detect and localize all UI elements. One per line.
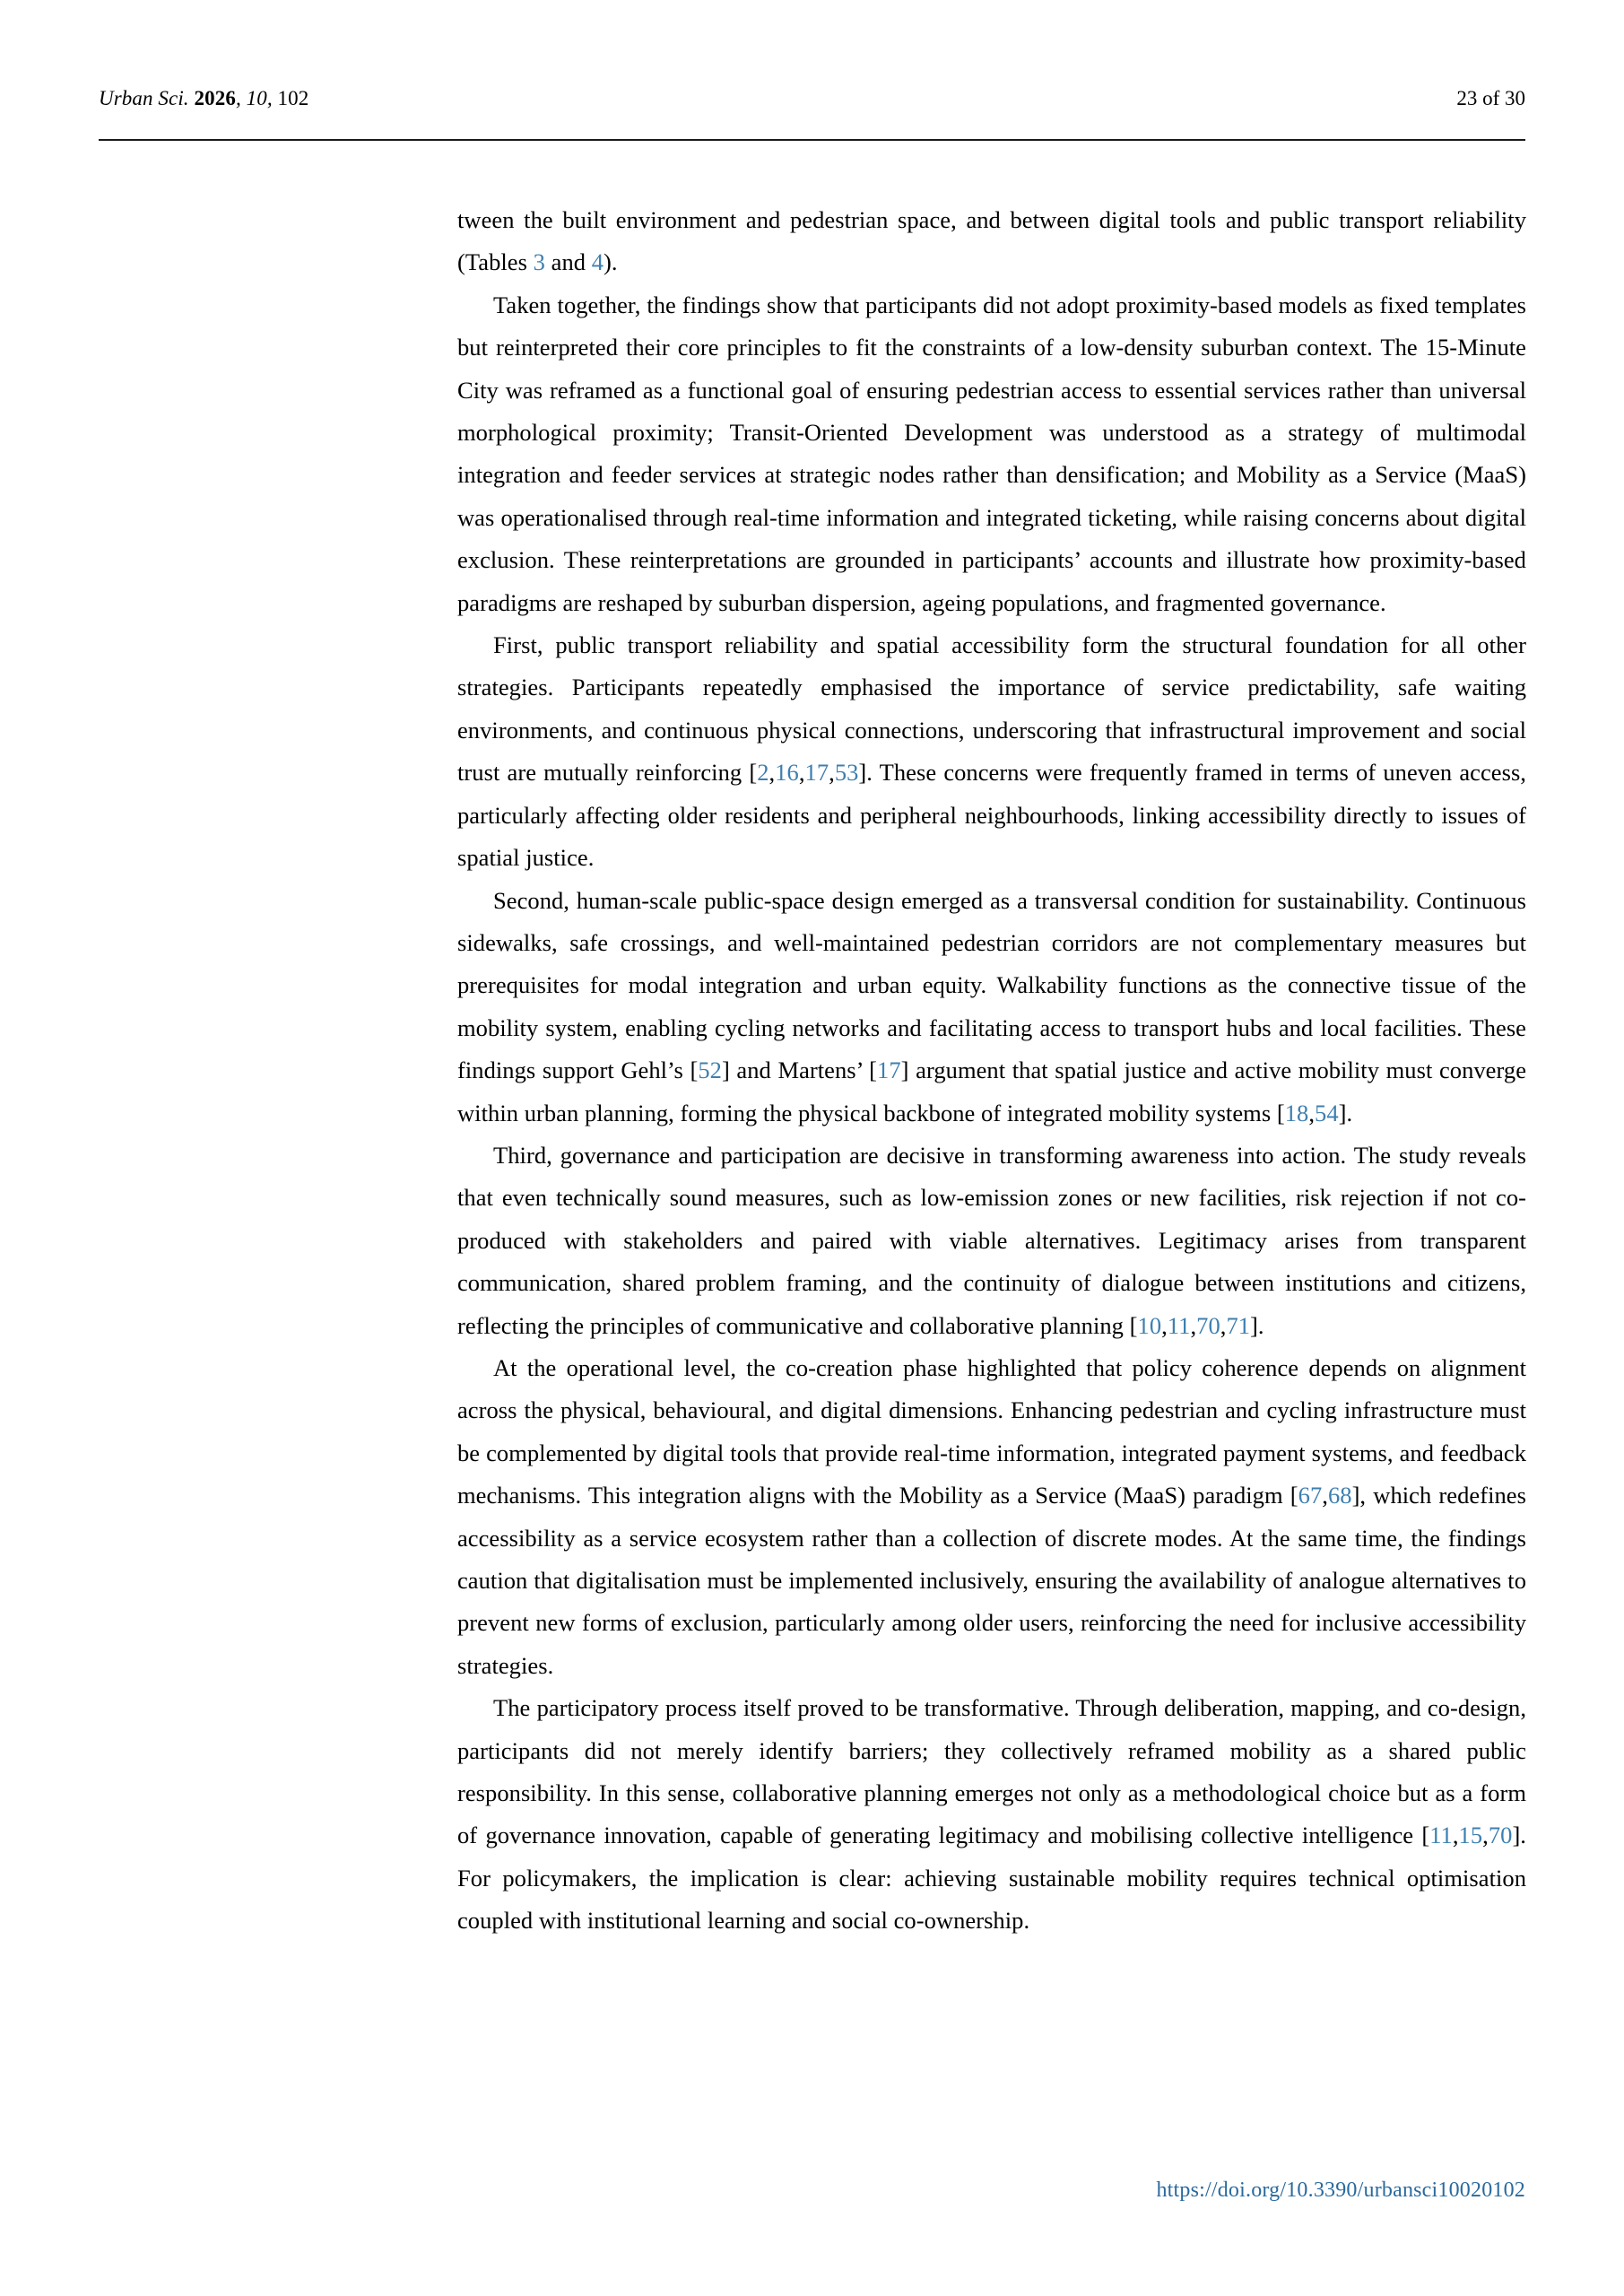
article-number: 102 <box>277 87 309 109</box>
reference-link[interactable]: 54 <box>1315 1099 1339 1126</box>
body-paragraph: The participatory process itself proved to be transformative. Through deliberation, mapping, and co-design, participants did not merely identify barriers; they collectively reframed mobility as a shared public responsibility. In this sense, collaborative planning emerges not only as a methodological choice but as a form of governance innovation, capable of generating legitimacy and mobilising collective intelligence [11,15,70]. For policymakers, the implication is clear: achieving sustainable mobility requires technical optimisation coupled with institutional learning and social co-ownership. <box>457 1694 1526 1935</box>
reference-link[interactable]: 3 <box>533 248 545 276</box>
reference-link[interactable]: 70 <box>1488 1822 1513 1849</box>
reference-link[interactable]: 53 <box>834 759 859 787</box>
publication-year: 2026 <box>194 87 236 109</box>
body-paragraph: Third, governance and participation are decisive in transforming awareness into action. The study reveals that even technically sound measures, such as low-emission zones or new facilities, risk rejection if not co-produced with stakeholders and paired with viable alternatives. Legitimacy arises from transparent communication, shared problem framing, and the continuity of dialogue between institutions and citizens, reflecting the principles of communicative and collaborative planning [10,11,70,71]. <box>457 1141 1526 1339</box>
reference-link[interactable]: 15 <box>1458 1822 1483 1849</box>
reference-link[interactable]: 68 <box>1327 1482 1352 1509</box>
reference-link[interactable]: 16 <box>775 759 799 787</box>
reference-link[interactable]: 52 <box>698 1057 722 1084</box>
journal-name: Urban Sci. <box>99 87 189 109</box>
body-paragraph: Taken together, the findings show that participants did not adopt proximity-based models as fixed templates but reinterpreted their core principles to fit the constraints of a low-density suburban context. The 15-Minute City was reframed as a functional goal of ensuring pedestrian access to essential services rather than universal morphological proximity; Transit-Oriented Development was understood as a strategy of multimodal integration and feeder services at strategic nodes rather than densification; and Mobility as a Service (MaaS) was operationalised through real-time information and integrated ticketing, while raising concerns about digital exclusion. These reinterpretations are grounded in participants’ accounts and illustrate how proximity-based paradigms are reshaped by suburban dispersion, ageing populations, and fragmented governance. <box>457 291 1526 616</box>
doi-link[interactable]: https://doi.org/10.3390/urbansci10020102 <box>1156 2179 1525 2202</box>
page-indicator: 23 of 30 <box>1456 87 1525 109</box>
body-paragraph: First, public transport reliability and spatial accessibility form the structural foundation for all other strategies. Participants repeatedly emphasised the importance of service predictability, safe waiting environments, and continuous physical connections, underscoring that infrastructural improvement and social trust are mutually reinforcing [2,16,17,53]. These concerns were frequently framed in terms of uneven access, particularly affecting older residents and peripheral neighbourhoods, linking accessibility directly to issues of spatial justice. <box>457 631 1526 872</box>
reference-link[interactable]: 17 <box>804 759 829 787</box>
reference-link[interactable]: 18 <box>1284 1099 1309 1126</box>
reference-link[interactable]: 71 <box>1226 1311 1251 1339</box>
body-paragraph: At the operational level, the co-creation phase highlighted that policy coherence depends on alignment across the physical, behavioural, and digital dimensions. Enhancing pedestrian and cycling infrastructure must be complemented by digital tools that provide real-time information, integrated payment systems, and feedback mechanisms. This integration aligns with the Mobility as a Service (MaaS) paradigm [67,68], which redefines accessibility as a service ecosystem rather than a collection of discrete modes. At the same time, the findings caution that digitalisation must be implemented inclusively, ensuring the availability of analogue alternatives to prevent new forms of exclusion, particularly among older users, reinforcing the need for inclusive accessibility strategies. <box>457 1353 1526 1679</box>
volume-number: 10 <box>246 87 267 109</box>
body-text-column <box>457 199 1526 1943</box>
reference-link[interactable]: 4 <box>591 248 604 276</box>
running-head <box>99 88 1525 118</box>
body-paragraph: Second, human-scale public-space design emerged as a transversal condition for sustainability. Continuous sidewalks, safe crossings, and well-maintained pedestrian corridors are not complementary measures but prerequisites for modal integration and urban equity. Walkability functions as the connective tissue of the mobility system, enabling cycling networks and facilitating access to transport hubs and local facilities. These findings support Gehl’s [52] and Martens’ [17] argument that spatial justice and active mobility must converge within urban planning, forming the physical backbone of integrated mobility systems [18,54]. <box>457 886 1527 1126</box>
running-head-citation: Urban Sci. 2026, 10, 102 <box>99 87 309 109</box>
footer <box>99 2178 1525 2204</box>
reference-link[interactable]: 17 <box>877 1057 901 1084</box>
reference-link[interactable]: 67 <box>1298 1482 1323 1509</box>
body-paragraph: tween the built environment and pedestrian space, and between digital tools and public transport reliability (Tables 3 and 4). <box>457 206 1526 276</box>
reference-link[interactable]: 2 <box>757 759 769 787</box>
reference-link[interactable]: 10 <box>1137 1311 1162 1339</box>
reference-link[interactable]: 70 <box>1196 1311 1220 1339</box>
reference-link[interactable]: 11 <box>1167 1311 1191 1339</box>
reference-link[interactable]: 11 <box>1429 1822 1453 1849</box>
header-divider-rule <box>99 139 1525 141</box>
